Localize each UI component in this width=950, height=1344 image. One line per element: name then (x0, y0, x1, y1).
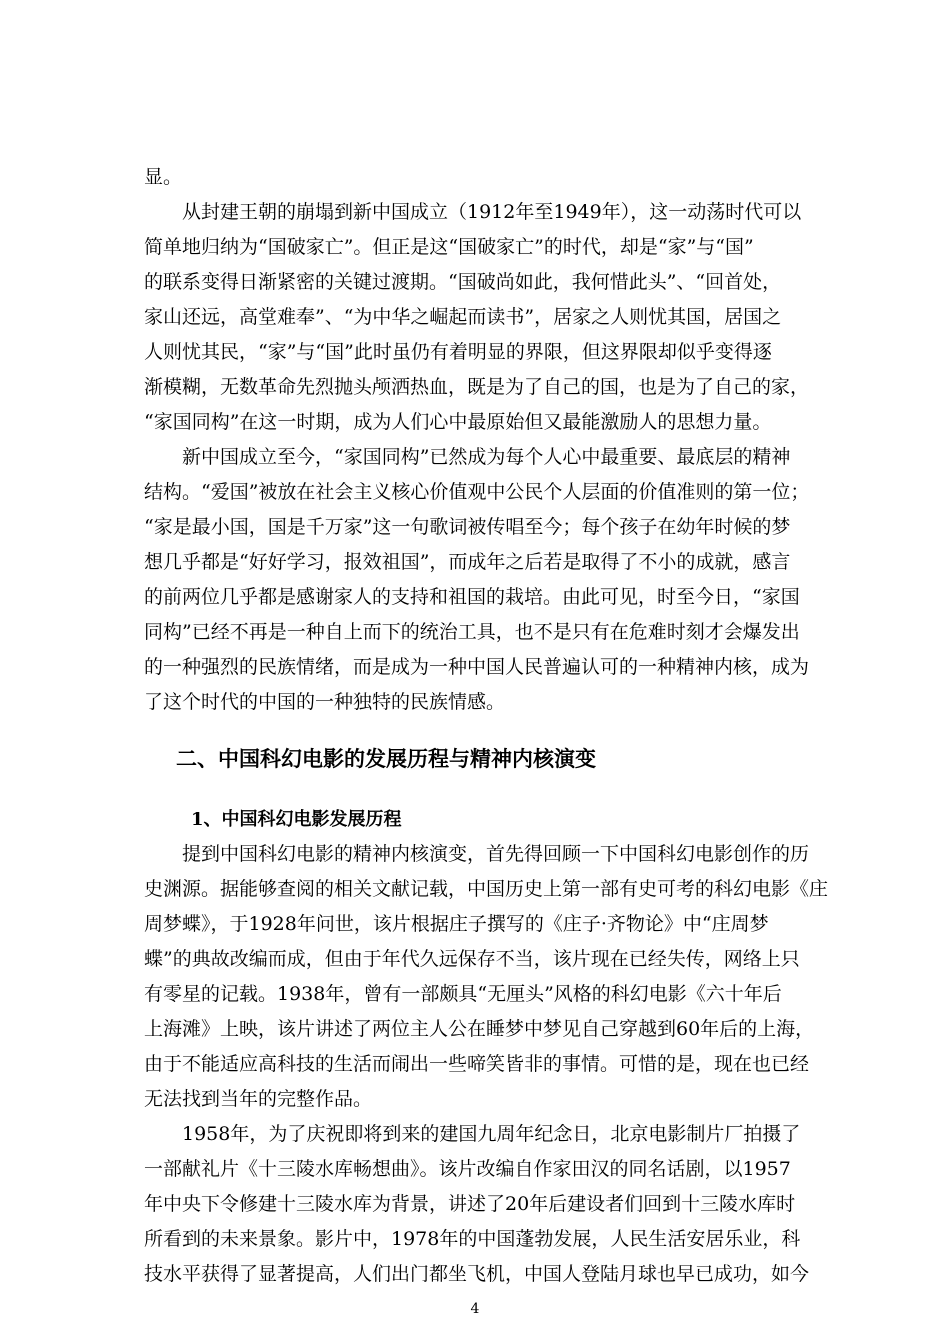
paragraph-line: 由于不能适应高科技的生活而闹出一些啼笑皆非的事情。可惜的是，现在也已经 (144, 1053, 810, 1075)
paragraph-line: 年中央下令修建十三陵水库为背景，讲述了20年后建设者们回到十三陵水库时 (144, 1193, 796, 1215)
paragraph-line: 人则忧其民，“家”与“国”此时虽仍有着明显的界限，但这界限却似乎变得逐 (144, 341, 772, 363)
section-heading: 二、中国科幻电影的发展历程与精神内核演变 (176, 747, 596, 771)
paragraph-line: 的前两位几乎都是感谢家人的支持和祖国的栽培。由此可见，时至今日，“家国 (144, 586, 800, 608)
page-number: 4 (470, 1301, 480, 1317)
paragraph-line: 想几乎都是“好好学习，报效祖国”，而成年之后若是取得了不小的成就，感言 (144, 551, 791, 573)
paragraph-line: 技水平获得了显著提高，人们出门都坐飞机，中国人登陆月球也早已成功，如今 (144, 1263, 810, 1285)
paragraph-line: 显。 (144, 166, 183, 188)
paragraph-line: 无法找到当年的完整作品。 (144, 1088, 373, 1110)
paragraph-line: 了这个时代的中国的一种独特的民族情感。 (144, 691, 506, 713)
paragraph-line: 同构”已经不再是一种自上而下的统治工具，也不是只有在危难时刻才会爆发出 (144, 621, 800, 643)
paragraph-line: 有零星的记载。1938年，曾有一部颇具“无厘头”风格的科幻电影《六十年后 (144, 983, 782, 1005)
paragraph-line: 从封建王朝的崩塌到新中国成立（1912年至1949年），这一动荡时代可以 (144, 201, 802, 223)
paragraph-line: 蝶”的典故改编而成，但由于年代久远保存不当，该片现在已经失传，网络上只 (144, 948, 800, 970)
paragraph-line: 的一种强烈的民族情绪，而是成为一种中国人民普遍认可的一种精神内核，成为 (144, 656, 810, 678)
paragraph-line: 简单地归纳为“国破家亡”。但正是这“国破家亡”的时代，却是“家”与“国” (144, 236, 754, 258)
paragraph-line: 所看到的未来景象。影片中，1978年的中国蓬勃发展，人民生活安居乐业，科 (144, 1228, 801, 1250)
paragraph-line: 渐模糊，无数革命先烈抛头颅洒热血，既是为了自己的国，也是为了自己的家， (144, 376, 810, 398)
paragraph-line: 史渊源。据能够查阅的相关文献记载，中国历史上第一部有史可考的科幻电影《庄 (144, 878, 829, 900)
paragraph-line: 家山还远，高堂难奉”、“为中华之崛起而读书”，居家之人则忧其国，居国之 (144, 306, 782, 328)
paragraph-line: 结构。“爱国”被放在社会主义核心价值观中公民个人层面的价值准则的第一位； (144, 481, 810, 503)
paragraph-line: 周梦蝶》，于1928年问世，该片根据庄子撰写的《庄子·齐物论》中“庄周梦 (144, 913, 769, 935)
paragraph-line: 新中国成立至今，“家国同构”已然成为每个人心中最重要、最底层的精神 (144, 446, 791, 468)
paragraph-line: “家国同构”在这一时期，成为人们心中最原始但又最能激励人的思想力量。 (144, 411, 772, 433)
paragraph-line: 提到中国科幻电影的精神内核演变，首先得回顾一下中国科幻电影创作的历 (144, 843, 810, 865)
paragraph-line: 一部献礼片《十三陵水库畅想曲》。该片改编自作家田汉的同名话剧，以1957 (144, 1158, 791, 1180)
paragraph-line: 的联系变得日渐紧密的关键过渡期。“国破尚如此，我何惜此头”、“回首处， (144, 271, 782, 293)
subsection-heading: 1、中国科幻电影发展历程 (191, 809, 402, 830)
paragraph-line: “家是最小国，国是千万家”这一句歌词被传唱至今；每个孩子在幼年时候的梦 (144, 516, 791, 538)
paragraph-line: 上海滩》上映，该片讲述了两位主人公在睡梦中梦见自己穿越到60年后的上海， (144, 1018, 815, 1040)
paragraph-line: 1958年，为了庆祝即将到来的建国九周年纪念日，北京电影制片厂拍摄了 (144, 1123, 801, 1145)
